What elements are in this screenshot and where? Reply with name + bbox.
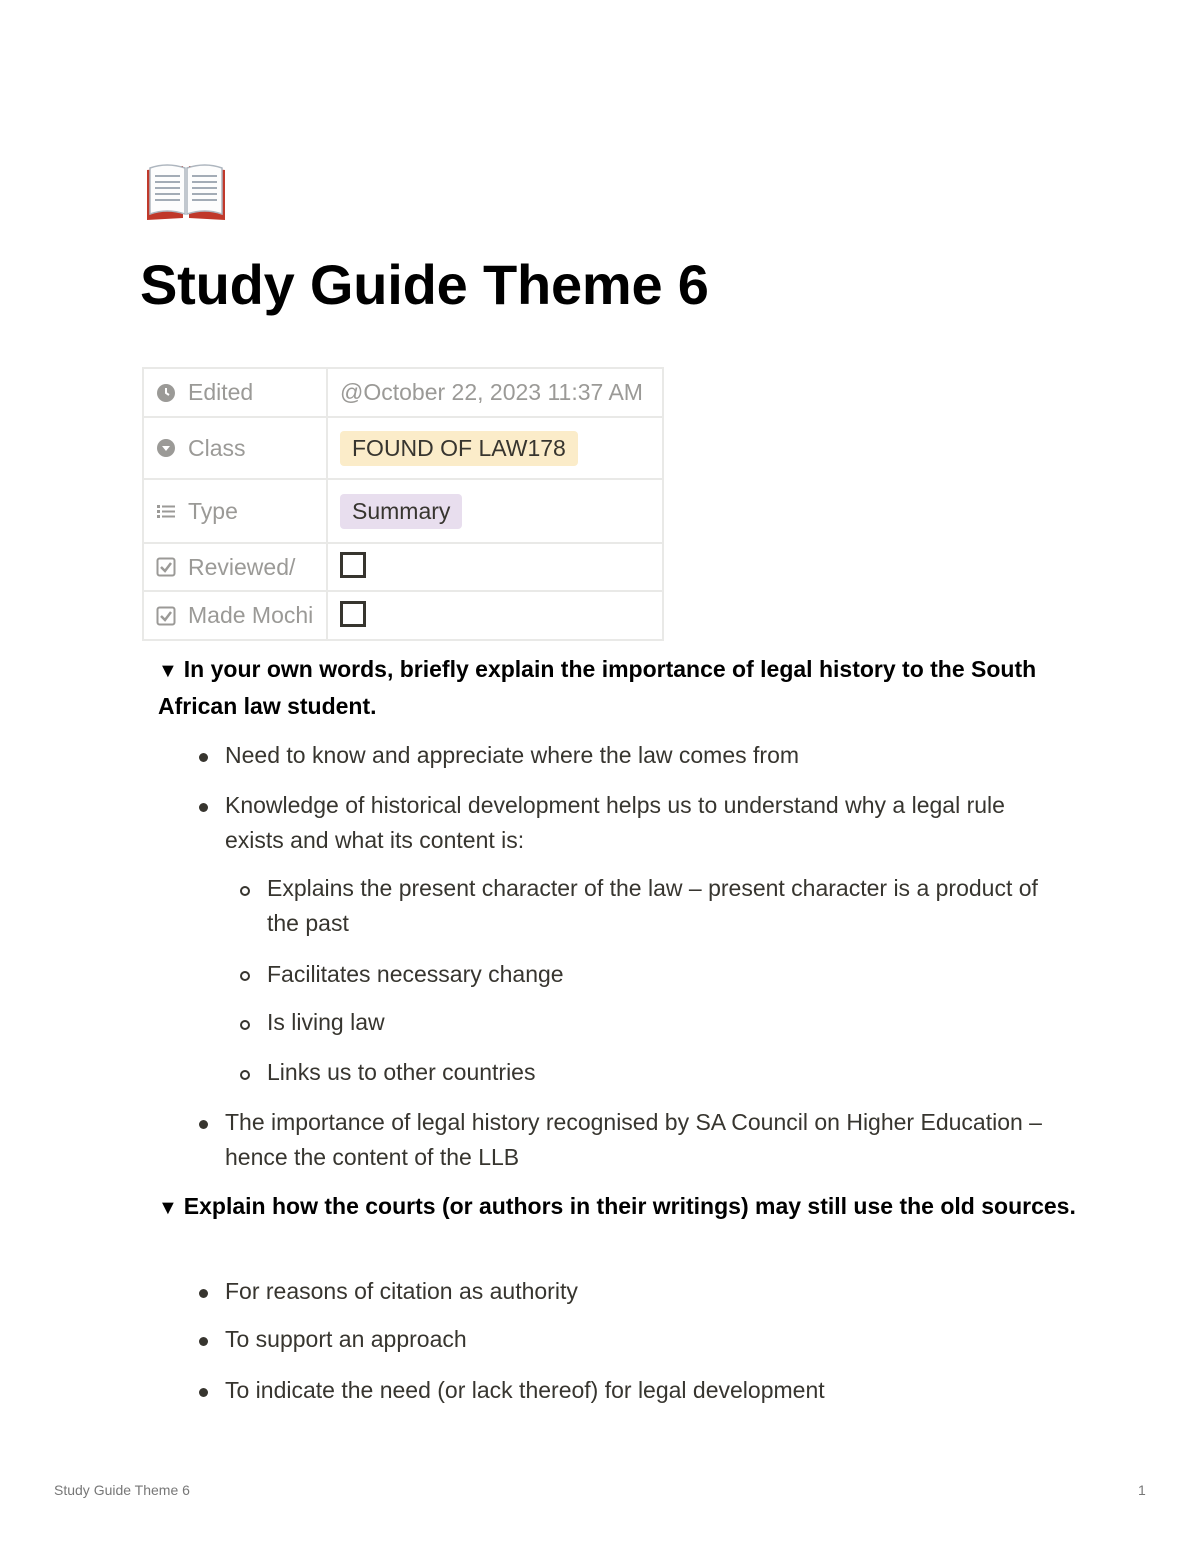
list-item: Facilitates necessary change bbox=[267, 961, 564, 987]
bullet-dot-icon bbox=[199, 1388, 208, 1397]
type-tag[interactable]: Summary bbox=[340, 494, 462, 529]
property-row-type bbox=[143, 479, 663, 543]
footer-title: Study Guide Theme 6 bbox=[54, 1482, 190, 1498]
property-name-cell[interactable] bbox=[143, 543, 327, 591]
bullet-dot-icon bbox=[199, 753, 208, 762]
bullet-dot-icon bbox=[199, 803, 208, 812]
property-name-cell[interactable] bbox=[143, 591, 327, 640]
property-row-reviewed bbox=[143, 543, 663, 591]
property-value-cell[interactable] bbox=[327, 368, 663, 417]
page-title: Study Guide Theme 6 bbox=[140, 253, 709, 316]
property-name-cell[interactable] bbox=[143, 368, 327, 417]
toggle-heading-text: In your own words, briefly explain the importance of legal history to the South African law student. bbox=[158, 656, 1037, 719]
clock-icon bbox=[156, 383, 176, 403]
bullet-ring-icon bbox=[240, 1070, 250, 1080]
property-name-made-mochi: Made Mochi bbox=[188, 602, 314, 628]
properties-table bbox=[142, 367, 664, 641]
property-name-class: Class bbox=[188, 434, 246, 461]
list-item: For reasons of citation as authority bbox=[225, 1278, 578, 1304]
open-book-icon[interactable] bbox=[143, 160, 229, 224]
list-item: Need to know and appreciate where the law comes from bbox=[225, 742, 800, 768]
property-name-cell[interactable] bbox=[143, 417, 327, 479]
edited-date-value[interactable]: @October 22, 2023 11:37 AM bbox=[340, 379, 643, 405]
property-row-class bbox=[143, 417, 663, 479]
checkbox-icon bbox=[156, 557, 176, 577]
list-item: Is living law bbox=[267, 1009, 385, 1035]
made-mochi-checkbox[interactable] bbox=[340, 601, 366, 627]
property-row-made-mochi bbox=[143, 591, 663, 640]
list-icon bbox=[156, 501, 176, 521]
footer-page-number: 1 bbox=[1138, 1482, 1146, 1498]
property-name-edited: Edited bbox=[188, 379, 254, 405]
list-item: Links us to other countries bbox=[267, 1059, 536, 1085]
toggle-heading-text: Explain how the courts (or authors in their writings) may still use the old sources. bbox=[183, 1193, 1076, 1219]
toggle-heading[interactable] bbox=[158, 652, 1078, 724]
property-name-type: Type bbox=[188, 497, 238, 524]
class-tag[interactable]: FOUND OF LAW178 bbox=[340, 431, 578, 466]
toggle-heading[interactable] bbox=[158, 1189, 1078, 1226]
checkbox-icon bbox=[156, 606, 176, 626]
list-item: Explains the present character of the law – present character is a product of the past bbox=[267, 875, 1038, 936]
list-item: Knowledge of historical development helps us to understand why a legal rule exists and what its content is: bbox=[225, 792, 1005, 853]
list-item: To support an approach bbox=[225, 1326, 467, 1352]
reviewed-checkbox[interactable] bbox=[340, 552, 366, 578]
bullet-dot-icon bbox=[199, 1120, 208, 1129]
caret-down-icon[interactable]: ▼ bbox=[158, 1197, 178, 1219]
caret-down-icon[interactable]: ▼ bbox=[158, 660, 178, 682]
bullet-ring-icon bbox=[240, 886, 250, 896]
property-value-cell[interactable] bbox=[327, 479, 663, 543]
list-item: The importance of legal history recognised by SA Council on Higher Education – hence the content of the LLB bbox=[225, 1109, 1042, 1170]
bullet-ring-icon bbox=[240, 1020, 250, 1030]
bullet-dot-icon bbox=[199, 1289, 208, 1298]
property-name-cell[interactable] bbox=[143, 479, 327, 543]
property-value-cell[interactable] bbox=[327, 543, 663, 591]
list-item: To indicate the need (or lack thereof) for legal development bbox=[225, 1377, 825, 1403]
property-name-reviewed: Reviewed/ bbox=[188, 553, 296, 580]
property-row-edited bbox=[143, 368, 663, 417]
bullet-dot-icon bbox=[199, 1337, 208, 1346]
property-value-cell[interactable] bbox=[327, 417, 663, 479]
property-value-cell[interactable] bbox=[327, 591, 663, 640]
bullet-ring-icon bbox=[240, 971, 250, 981]
select-icon bbox=[156, 438, 176, 458]
